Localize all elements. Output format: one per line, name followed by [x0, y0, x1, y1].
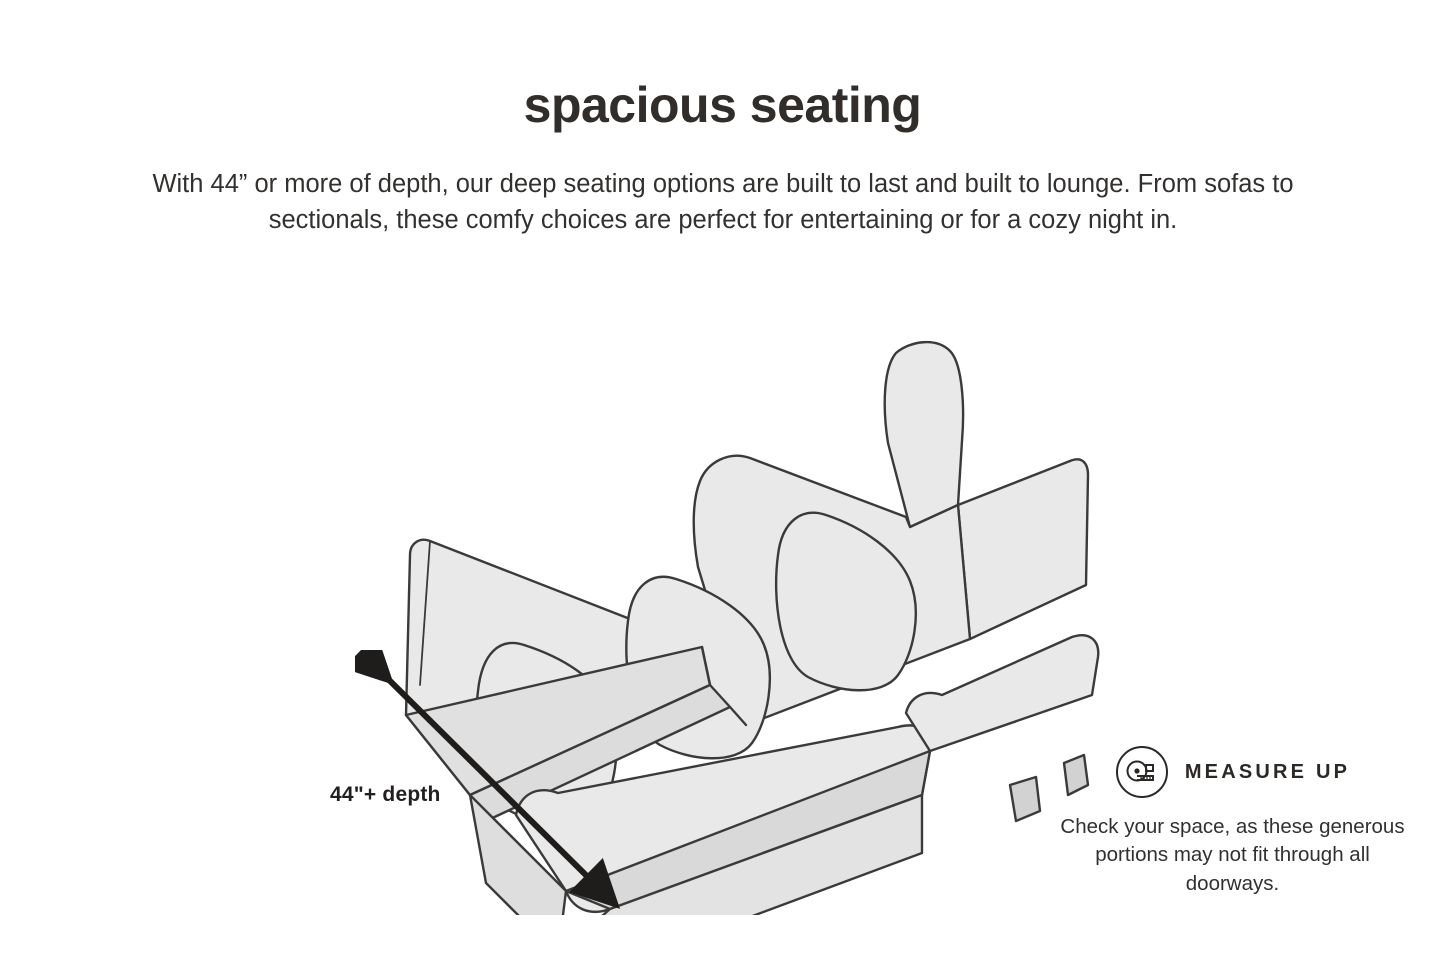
page-subhead: With 44” or more of depth, our deep seating options are built to last and built to lounge. From sofas to sectionals, these comfy choices are perfect for entertaining or for a cozy night in.: [152, 170, 1294, 235]
measure-up-title: MEASURE UP: [1184, 760, 1351, 783]
depth-dimension-arrow: [355, 650, 645, 910]
measure-up-callout: [1060, 745, 1405, 898]
depth-dimension-label: 44"+ depth: [330, 783, 441, 806]
tape-measure-icon: [1115, 745, 1169, 799]
measure-up-body: Check your space, as these generous portions may not fit through all doorways.: [1060, 815, 1405, 895]
page-title: spacious seating: [523, 77, 922, 133]
measure-up-header: [1060, 745, 1405, 799]
